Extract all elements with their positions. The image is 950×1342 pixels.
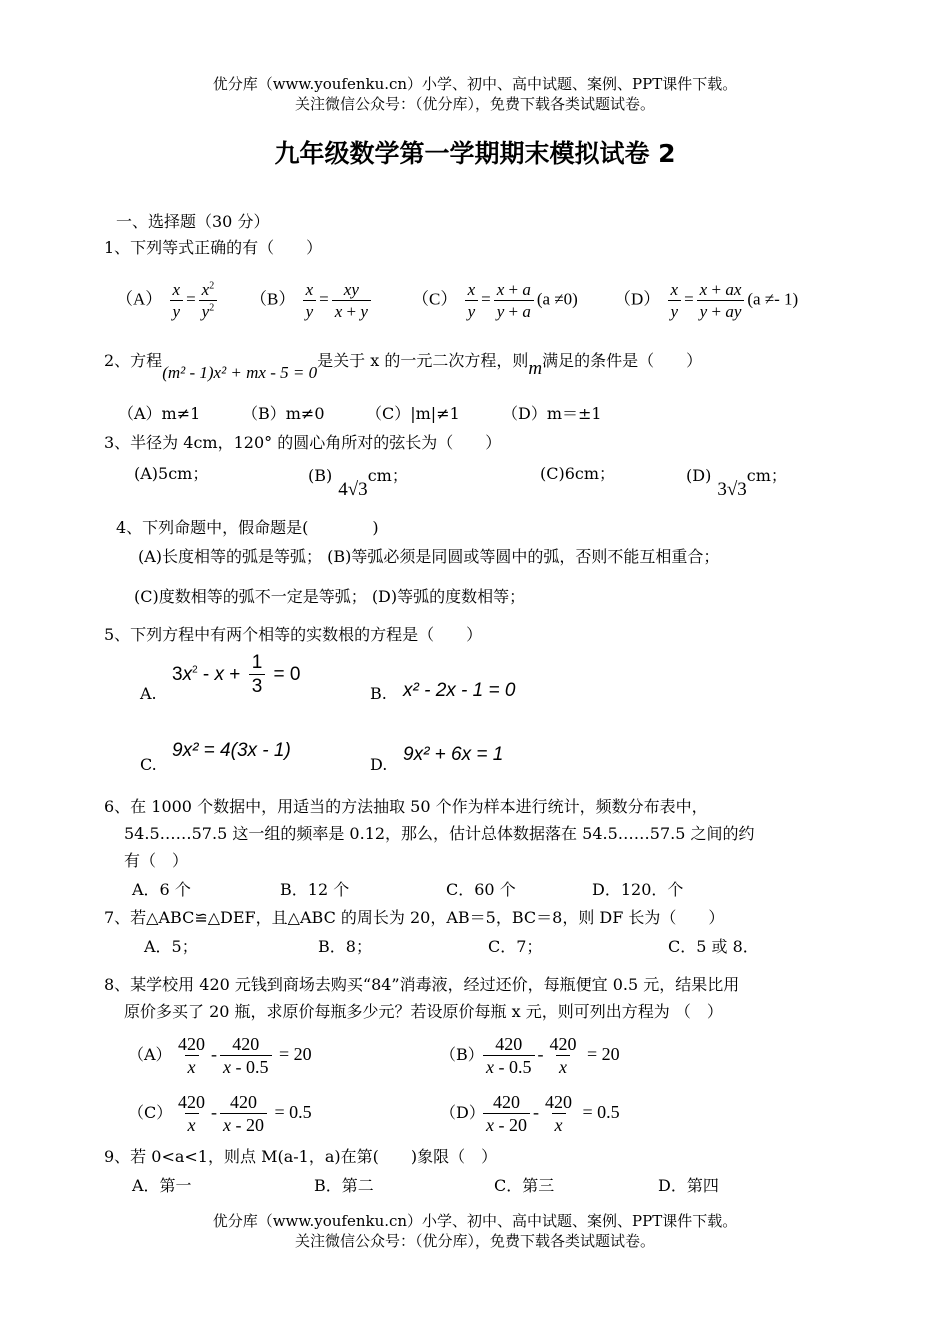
q3-option-d: (D)3√3cm； (686, 466, 787, 500)
q7-option-b: B．8； (318, 937, 372, 956)
q6-option-a: A．6 个 (132, 880, 191, 899)
footer-line-2: 关注微信公众号：（优分库），免费下载各类试题试卷。 (294, 1232, 655, 1250)
q1-stem: 1、下列等式正确的有（ ） (104, 238, 323, 257)
q8-line-2: 原价多买了 20 瓶，求原价每瓶多少元？若设原价每瓶 x 元，则可列出方程为 （ ） (124, 1002, 723, 1021)
q8-label-b: （B） (440, 1045, 484, 1064)
q7-option-c: C．7； (488, 937, 543, 956)
page-title: 九年级数学第一学期期末模拟试卷 2 (274, 139, 676, 168)
header-line-1: 优分库（www.youfenku.cn）小学、初中、高中试题、案例、PPT课件下载。 (212, 75, 738, 93)
q5-label-c: C. (140, 755, 157, 774)
q1-option-d: （D） $\frac{x}{y}$ = $\frac{x + ax}{y + ay}$ (a ≠- 1) (614, 280, 799, 321)
q6-option-c: C．60 个 (446, 880, 516, 899)
q7-stem: 7、若△ABC≌△DEF，且△ABC 的周长为 20，AB＝5，BC＝8，则 DF 长为（ ） (104, 908, 725, 927)
q5-label-b: B. (370, 684, 387, 703)
q9-option-c: C．第三 (494, 1176, 555, 1195)
q3-option-c: (C)6cm； (540, 464, 616, 483)
q8-equation-d: $\frac{420}{x - 20}$ - $\frac{420}{x}$ = 0.5 (480, 1092, 620, 1135)
q6-option-b: B．12 个 (280, 880, 350, 899)
q8-equation-a: $\frac{420}{x}$ - $\frac{420}{x - 0.5}$ = 20 (178, 1034, 312, 1077)
q9-option-b: B．第二 (314, 1176, 374, 1195)
q1-option-a: （A） $\frac{x}{y}$ = $\frac{x^2}{y^2}$ (116, 280, 220, 321)
q2-option-b: （B）m≠0 (242, 404, 325, 423)
q5-label-d: D. (370, 755, 388, 774)
q2-stem: 2、方程(m² - 1)x² + mx - 5 = 0是关于 x 的一元二次方程，则m满足的条件是（ ） (104, 351, 703, 382)
q6-line-3: 有（ ） (124, 851, 189, 870)
q7-option-d: C．5 或 8． (668, 937, 759, 956)
q7-option-a: A．5； (144, 937, 198, 956)
q1-option-b: （B） $\frac{x}{y}$ = $\frac{xy}{x + y}$ (250, 280, 374, 321)
header-line-2: 关注微信公众号：（优分库），免费下载各类试题试卷。 (294, 95, 655, 113)
q5-stem: 5、下列方程中有两个相等的实数根的方程是（ ） (104, 625, 483, 644)
q8-equation-b: $\frac{420}{x - 0.5}$ - $\frac{420}{x}$ = 20 (480, 1034, 620, 1077)
q8-line-1: 8、某学校用 420 元钱到商场去购买“84”消毒液，经过还价，每瓶便宜 0.5 元，结果比用 (104, 975, 740, 994)
q2-option-a: （A）m≠1 (118, 404, 201, 423)
q5-equation-d: 9x² + 6x = 1 (403, 744, 504, 765)
q5-label-a: A. (140, 684, 157, 703)
q4-line-1: (A)长度相等的弧是等弧； (B)等弧必须是同圆或等圆中的弧，否则不能互相重合； (138, 547, 720, 566)
q5-equation-c: 9x² = 4(3x - 1) (172, 740, 291, 761)
q9-stem: 9、若 0<a<1，则点 M(a-1，a)在第( )象限（ ） (104, 1147, 498, 1166)
q8-label-c: （C） (128, 1103, 173, 1122)
q8-label-a: （A） (128, 1045, 172, 1064)
footer-line-1: 优分库（www.youfenku.cn）小学、初中、高中试题、案例、PPT课件下载。 (212, 1212, 738, 1230)
q6-line-1: 6、在 1000 个数据中，用适当的方法抽取 50 个作为样本进行统计，频数分布表中， (104, 797, 708, 816)
q6-option-d: D．120．个 (592, 880, 684, 899)
q5-equation-a: $3x^2$ - x + $\frac{1}{3}$ = 0 (172, 652, 301, 697)
q1-option-c: （C） $\frac{x}{y}$ = $\frac{x + a}{y + a}$ (a ≠0) (412, 280, 578, 321)
q4-line-2: (C)度数相等的弧不一定是等弧； (D)等弧的度数相等； (134, 587, 526, 606)
q6-line-2: 54.5……57.5 这一组的频率是 0.12，那么，估计总体数据落在 54.5……57.5 之间的约 (124, 824, 755, 843)
q3-option-b: (B)4√3cm； (308, 466, 408, 500)
q8-equation-c: $\frac{420}{x}$ - $\frac{420}{x - 20}$ = 0.5 (178, 1092, 312, 1135)
q3-stem: 3、半径为 4cm，120° 的圆心角所对的弦长为（ ） (104, 433, 502, 452)
q9-option-d: D．第四 (658, 1176, 719, 1195)
section-heading: 一、选择题（30 分） (116, 212, 270, 231)
q2-equation: (m² - 1)x² + mx - 5 = 0 (162, 363, 318, 382)
q3-option-a: (A)5cm； (134, 464, 209, 483)
q8-label-d: （D） (440, 1103, 485, 1122)
q4-stem: 4、下列命题中，假命题是( ) (116, 518, 379, 537)
q9-option-a: A．第一 (132, 1176, 192, 1195)
q5-equation-b: x² - 2x - 1 = 0 (403, 680, 516, 701)
q2-option-d: （D）m＝±1 (502, 404, 602, 423)
q2-option-c: （C）|m|≠1 (366, 404, 460, 423)
